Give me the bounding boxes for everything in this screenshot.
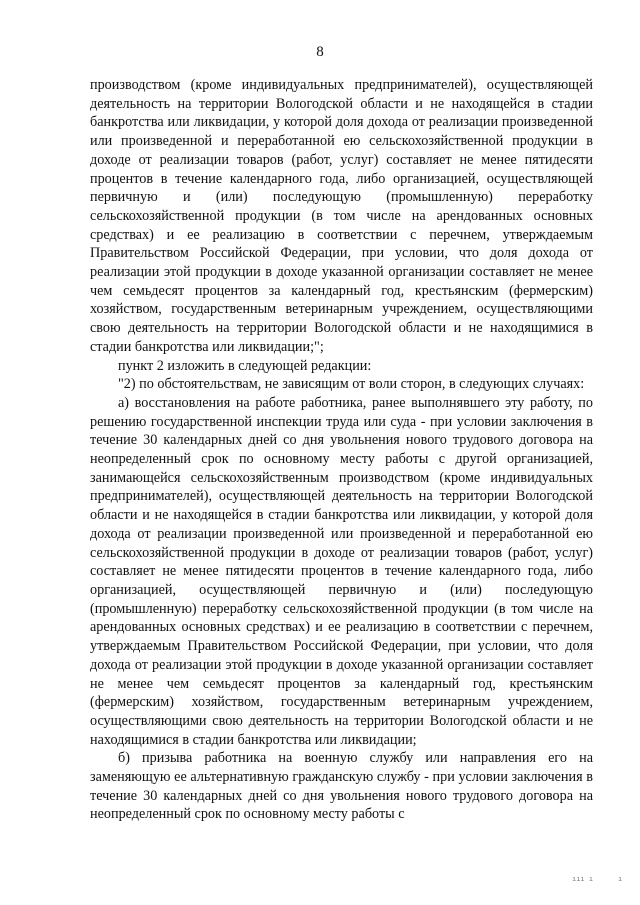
- paragraph-point-2-heading: "2) по обстоятельствам, не зависящим от воли сторон, в следующих случаях:: [118, 376, 585, 393]
- paragraph-subpoint-a: а) восстановления на работе работника, ранее выполнявшего эту работу, по решению государственной инспекции труда или суда - при условии заключения в течение 30 календарных дней со дня увольнения нового трудового договора на неопределенный срок по основному месту работы с другой организацией, занимающейся сельскохозяйственным производством (кроме индивидуальных предпринимателей), осуществляющей деятельность на территории Вологодской области и не находящейся в стадии банкротства или ликвидации, у которой доля дохода от реализации произведенной или произведенной и переработанной ею сельскохозяйственной продукции в доходе от реализации товаров (работ, услуг) составляет не менее пятидесяти процентов в течение календарного года, либо организацией, осуществляющей первичную и (или) последующую (промышленную) переработку сельскохозяйственной продукции (в том числе на арендованных основных средствах) и ее реализацию в соответствии с перечнем, утверждаемым Правительством Российской Федерации, при условии, что доля дохода от реализации этой продукции в доходе указанной организации составляет не менее чем семьдесят процентов за календарный год, крестьянским (фермерским) хозяйством, государственным ветеринарным учреждением, осуществляющими свою деятельность на территории Вологодской области и не находящимися в стадии банкротства или ликвидации;: [90, 394, 593, 748]
- footer-scan-mark: ııı ı: [572, 875, 594, 883]
- paragraph-point-2-instruction: пункт 2 изложить в следующей редакции:: [118, 357, 372, 374]
- document-body: [90, 76, 593, 824]
- footer-scan-mark-right: ı: [618, 875, 623, 883]
- paragraph-continuation: производством (кроме индивидуальных предпринимателей), осуществляющей деятельность на территории Вологодской области и не находящейся в стадии банкротства или ликвидации, у которой доля дохода от реализации произведенной или произведенной и переработанной ею сельскохозяйственной продукции в доходе от реализации товаров (работ, услуг) составляет не менее пятидесяти процентов в течение календарного года, либо организацией, осуществляющей первичную и (или) последующую (промышленную) переработку сельскохозяйственной продукции (в том числе на арендованных основных средствах) и ее реализацию в соответствии с перечнем, утверждаемым Правительством Российской Федерации, при условии, что доля дохода от реализации этой продукции в доходе указанной организации составляет не менее чем семьдесят процентов за календарный год, крестьянским (фермерским) хозяйством, государственным ветеринарным учреждением, осуществляющими свою деятельность на территории Вологодской области и не находящимися в стадии банкротства или ликвидации;";: [90, 77, 593, 355]
- paragraph-subpoint-b: б) призыва работника на военную службу или направления его на заменяющую ее альтернативную гражданскую службу - при условии заключения в течение 30 календарных дней со дня увольнения нового трудового договора на неопределенный срок по основному месту работы с: [90, 750, 593, 823]
- page-number: 8: [316, 44, 324, 60]
